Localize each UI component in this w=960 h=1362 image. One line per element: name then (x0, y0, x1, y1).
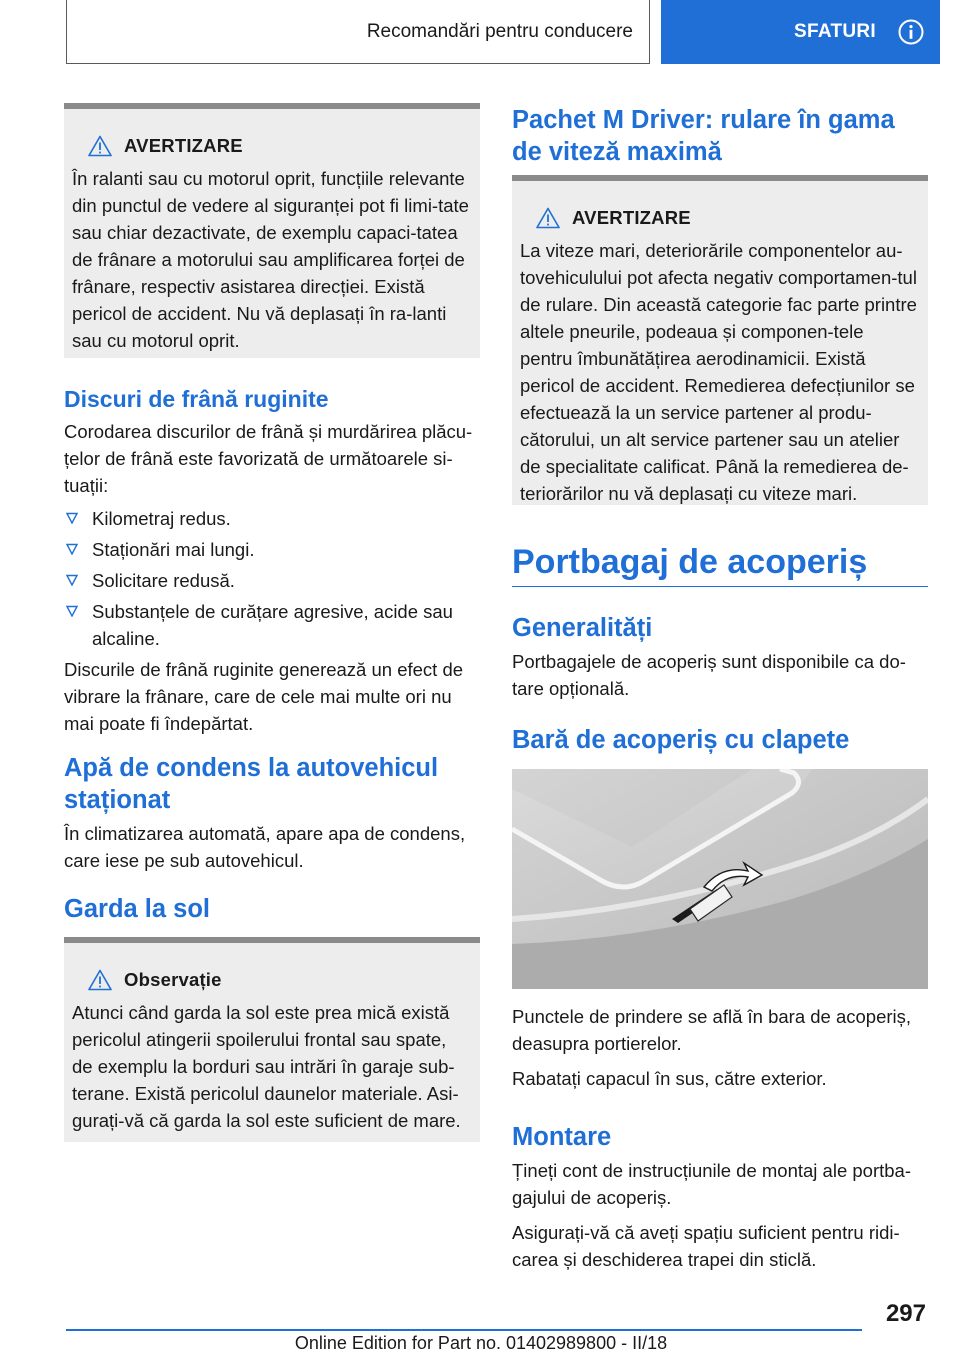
heading-ground-clearance: Garda la sol (64, 895, 210, 923)
list-item: Solicitare redusă. (64, 567, 480, 594)
warning-box-idle (64, 103, 480, 358)
note-box-clearance (64, 937, 480, 1142)
section-condensation (64, 752, 480, 874)
heading-rusty-discs: Discuri de frână ruginite (64, 386, 329, 412)
general-text: Portbagajele de acoperiș sunt disponibile ca do-tare opțională. (512, 651, 906, 699)
rusty-list (64, 505, 480, 652)
section-title: SFATURI (794, 21, 876, 42)
chapter-roof-rack (512, 542, 928, 587)
section-roof-bar (512, 724, 928, 756)
section-roof-bar-text (512, 1003, 928, 1092)
heading-general: Generalități (512, 614, 653, 642)
warning-title: AVERTIZARE (572, 207, 691, 228)
mounting-text-1: Țineți cont de instrucțiunile de montaj ale portba-gajului de acoperiș. (512, 1160, 911, 1208)
mounting-text-2: Asigurați-vă că aveți spațiu suficient pentru ridi-carea și deschiderea trapei din sticlă. (512, 1222, 900, 1270)
note-header (88, 969, 472, 991)
list-item: Substanțele de curățare agresive, acide sau alcaline. (64, 598, 480, 652)
warning-text: În ralanti sau cu motorul oprit, funcțiile relevante din punctul de vedere al siguranței pot fi limi-tate sau chiar dezactivate, de exemplu capaci-tatea de frânare a motorului sau amplificarea forței de frânare, respectiv asistarea direcției. Există pericol de accident. Nu vă deplasați în ra-lanti sau cu motorul oprit. (72, 168, 469, 351)
roof-bar-caption-1: Punctele de prindere se află în bara de acoperiș, deasupra portierelor. (512, 1006, 912, 1054)
section-rusty-discs (64, 384, 480, 737)
note-text: Atunci când garda la sol este prea mică există pericolul atingerii spoilerului frontal sau spate, de exemplu la borduri sau intrări în garaje sub-terane. Există pericolul daunelor materiale. Asi-gurați-vă că garda la sol este suficient de mare. (72, 1002, 461, 1131)
info-icon (898, 19, 924, 45)
chapter-tab (66, 0, 650, 64)
triangle-bullet-icon (66, 574, 78, 586)
warning-triangle-icon (536, 207, 560, 229)
warning-triangle-icon (88, 135, 112, 157)
chapter-title: Recomandări pentru conducere (366, 20, 633, 42)
roof-bar-drawing (512, 769, 928, 989)
section-mounting (512, 1121, 928, 1273)
section-tab[interactable] (661, 0, 940, 64)
heading-condensation: Apă de condens la autovehicul staționat (64, 754, 439, 814)
roof-bar-caption-2: Rabatați capacul în sus, către exterior. (512, 1068, 827, 1089)
rusty-outro: Discurile de frână ruginite generează un efect de vibrare la frânare, care de cele mai multe ori nu mai poate fi îndepărtat. (64, 659, 464, 734)
warning-title: AVERTIZARE (124, 135, 243, 156)
condensation-text: În climatizarea automată, apare apa de condens, care iese pe sub autovehicul. (64, 823, 466, 871)
triangle-bullet-icon (66, 543, 78, 555)
rusty-intro: Corodarea discurilor de frână și murdărirea plăcu-țelor de frână este favorizată de următoarele si-tuații: (64, 421, 473, 496)
triangle-bullet-icon (66, 605, 78, 617)
note-title: Observație (124, 969, 222, 990)
heading-m-driver: Pachet M Driver: rulare în gama de viteză maximă (512, 106, 895, 166)
section-m-driver (512, 104, 928, 168)
heading-mounting: Montare (512, 1123, 612, 1151)
list-item: Kilometraj redus. (64, 505, 480, 532)
warning-header (536, 207, 920, 229)
section-general (512, 612, 928, 702)
warning-triangle-icon (88, 969, 112, 991)
warning-header (88, 135, 472, 157)
footer-rule (66, 1329, 862, 1331)
heading-roof-rack: Portbagaj de acoperiș (512, 543, 868, 581)
heading-roof-bar: Bară de acoperiș cu clapete (512, 726, 850, 754)
triangle-bullet-icon (66, 512, 78, 524)
page-number: 297 (885, 1300, 926, 1327)
list-item: Staționări mai lungi. (64, 536, 480, 563)
section-ground-clearance (64, 893, 480, 925)
roof-bar-illustration (512, 769, 928, 989)
edition-line: Online Edition for Part no. 01402989800 - II/18 (294, 1333, 668, 1353)
warning-box-high-speed (512, 175, 928, 505)
warning-text: La viteze mari, deteriorările componentelor au-tovehiculului pot afecta negativ comportamen-tul de rulare. Din această categorie fac parte printre altele pneurile, podeaua și componen-tele pentru îmbunătățirea aerodinamicii. Există pericol de accident. Remedierea defecțiunilor se efectuează la un service partener al produ-cătorului, un alt service partener sau un atelier de specialitate calificat. Până la remedierea de-teriorărilor nu vă deplasați cu viteze mari. (520, 240, 917, 504)
